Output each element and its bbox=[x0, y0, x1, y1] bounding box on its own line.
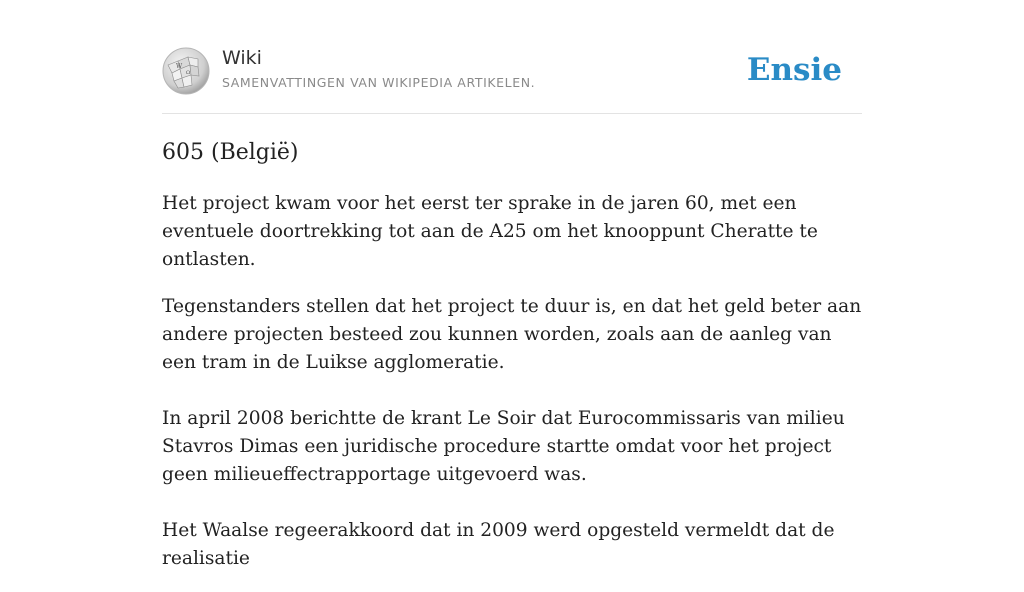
page bbox=[162, 0, 862, 569]
article-paragraph: Het Waalse regeerakkoord dat in 2009 werd opgesteld vermeldt dat de realisatie bbox=[162, 520, 835, 569]
article-paragraph: Het project kwam voor het eerst ter sprake in de jaren 60, met een eventuele doortrekking tot aan de A25 om het knooppunt Cheratte te ontlasten. bbox=[162, 193, 818, 270]
brand-logo[interactable]: Ensie bbox=[746, 52, 842, 88]
svg-text:Ω: Ω bbox=[186, 70, 191, 76]
article-body bbox=[162, 190, 862, 592]
site-tagline: SAMENVATTINGEN VAN WIKIPEDIA ARTIKELEN. bbox=[222, 75, 536, 90]
article-paragraph: In april 2008 berichtte de krant Le Soir dat Eurocommissaris van milieu Stavros Dimas een juridische procedure startte omdat voor het project geen milieueffectrapportage uitgevoerd was. bbox=[162, 408, 845, 485]
wikipedia-globe-icon[interactable] bbox=[162, 47, 210, 95]
site-header bbox=[162, 0, 862, 114]
svg-text:W: W bbox=[176, 63, 183, 70]
article-paragraph: Tegenstanders stellen dat het project te duur is, en dat het geld beter aan andere projecten besteed zou kunnen worden, zoals aan de aanleg van een tram in de Luikse agglomeratie. bbox=[162, 296, 862, 373]
article-title: 605 (België) bbox=[162, 140, 299, 165]
site-title[interactable]: Wiki bbox=[222, 47, 262, 69]
